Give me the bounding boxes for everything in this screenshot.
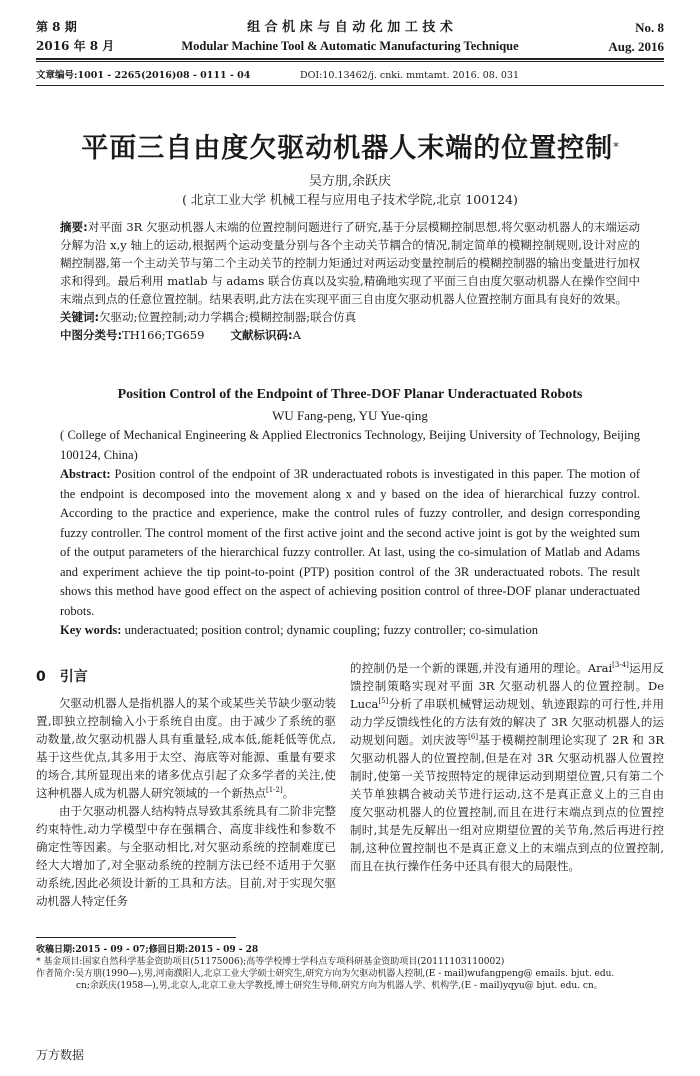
date-en: Aug. 2016 (608, 39, 664, 54)
meta-rule (36, 85, 664, 86)
intro-paragraph-2: 由于欠驱动机器人结构特点导致其系统具有二阶非完整约束特性,动力学模型中存在强耦合、高度非线性和参数不确定性等因素。与全驱动相比,对欠驱动系统的控制难度已经大大增加了,对全驱动系统的控制方法已经不适用于欠驱动系统,因此必须设计新的工具和方法。目前,对于实现欠驱动机器人特定任务 (36, 804, 336, 908)
date-cn: 2016 年 8 月 (36, 39, 115, 53)
abstract-cn-block (60, 218, 640, 344)
keywords-cn-label: 关键词: (60, 310, 100, 324)
authors-en: WU Fang-peng, YU Yue-qing (272, 408, 428, 423)
section-number: 0 (36, 669, 46, 685)
footnote-bio-2: cn;余跃庆(1958—),男,北京人,北京工业大学教授,博士研究生导师,研究方向为机器人学、机构学,(E - mail)yqyu@ bjut. edu. cn。 (76, 981, 603, 991)
doc-code-label: 文献标识码: (230, 328, 293, 342)
issue-cn: 第 8 期 (36, 20, 77, 34)
keywords-cn-text: 欠驱动;位置控制;动力学耦合;模糊控制器;联合仿真 (99, 310, 357, 324)
footnote-received: 收稿日期:2015 - 09 - 07;修回日期:2015 - 09 - 28 (36, 945, 259, 955)
issue-en: No. 8 (635, 20, 664, 35)
affiliation-cn: ( 北京工业大学 机械工程与应用电子技术学院,北京 100124) (182, 192, 518, 207)
right-column (350, 659, 664, 875)
clc-label: 中图分类号: (60, 328, 123, 342)
abstract-en-label: Abstract (60, 467, 107, 481)
watermark: 万方数据 (36, 1048, 85, 1062)
abstract-cn-label: 摘要: (60, 220, 88, 234)
left-column (36, 666, 336, 910)
article-number: 文章编号:1001 - 2265(2016)08 - 0111 - 04 (36, 70, 251, 81)
abstract-cn (60, 218, 640, 308)
title-footnote-mark: * (613, 140, 619, 154)
doi: DOI:10.13462/j. cnki. mmtamt. 2016. 08. 031 (300, 70, 519, 81)
abstract-en-block (60, 426, 640, 641)
keywords-en-label: Key words (60, 623, 118, 637)
doc-code-value: A (292, 328, 301, 342)
title-cn: 平面三自由度欠驱动机器人末端的位置控制 (81, 133, 614, 164)
section-title: 引言 (59, 669, 88, 685)
footnote-rule (36, 937, 236, 938)
title-en: Position Control of the Endpoint of Three-DOF Planar Underactuated Robots (117, 387, 583, 402)
classification (60, 326, 640, 344)
title-cn-wrap (0, 126, 700, 165)
abstract-en-text: Position control of the endpoint of 3R underactuated robots is investigated in this paper. The motion of the endpoint is decomposed into the movement along x and y based on the idea of hierarchical fuzzy control. According to the practice and experience, make the control rules of fuzzy controller, and design corresponding fuzzy controller. The control moment of the first active joint and the second active joint is got by the weighted sum of the output parameters of the hierarchical fuzzy controller. At last, using the co-simulation of Matlab and Adams and experiment achieve the tip point-to-point (PTP) position control of the 3R underactuated robots. The result shows this method have good effect on the aspect of achieving position control of three-DOF planar underactuated robots. (60, 467, 640, 618)
header-rule (36, 58, 664, 60)
authors-cn: 吴方朋,余跃庆 (308, 174, 392, 189)
journal-en: Modular Machine Tool & Automatic Manufacturing Technique (181, 39, 519, 53)
journal-cn: 组 合 机 床 与 自 动 化 加 工 技 术 (247, 20, 453, 35)
footnote-fund: * 基金项目:国家自然科学基金资助项目(51175006);高等学校博士学科点专项科研基金资助项目(20111103110002) (36, 957, 505, 967)
header-rule-thin (36, 61, 664, 62)
intro-paragraph-3: 的控制仍是一个新的课题,并没有通用的理论。Arai[3-4]运用反馈控制策略实现对平面 3R 欠驱动机器人的位置控制。De Luca[5]分析了串联机械臂运动规划、轨迹跟踪的可行性,并用动力学反馈线性化的方法有效的解决了 3R 欠驱动机器人的运动规划问题。刘庆波等[6]基于模糊控制理论实现了 2R 和 3R 欠驱动机器人的位置控制,但是在对 3R 欠驱动机器人位置控制时,使第一关节按照特定的规律运动到期望位置,只有第二个关节单独耦合被动关节进行运动,这不是真正意义上的三自由度欠驱动机器人的位置控制,而且在进行末端点到点的位置控制时,其是先反解出一组对应期望位置的关节角,然后再进行控制,这种位置控制也不是真正意义上的末端点到点的位置控制,而且在执行操作任务中还具有很大的局限性。 (350, 661, 665, 873)
footnotes (36, 944, 664, 992)
clc-value: TH166;TG659 (122, 328, 205, 342)
intro-paragraph-1: 欠驱动机器人是指机器人的某个或某些关节缺少驱动装置,即独立控制输入小于系统自由度。由于减少了系统的驱动数量,故欠驱动机器人具有重量轻,成本低,能耗低等优点,基于这些优点,其多用于太空、海底等对能源、重量有要求的场合,其所显现出来的诸多优点引起了众多学者的关注,使这种机器人成为机器人研究领域的一个新热点[1-2]。 (36, 696, 336, 800)
abstract-cn-text: 对平面 3R 欠驱动机器人末端的位置控制问题进行了研究,基于分层模糊控制思想,将欠驱动机器人的末端运动分解为沿 x,y 轴上的运动,根据两个运动变量分别与各个主动关节耦合的情况,制定简单的模糊控制规则,设计对应的糊控制器,第一个主动关节与第二个主动关节的控制力矩通过对两运动变量控制后的模糊控制器的输出变量进行加权求和得到。最后利用 matlab 与 adams 联合仿真以及实验,精确地实现了平面三自由度欠驱动机器人在操作空间中末端点到点的任意位置控制。结果表明,此方法在实现平面三自由度欠驱动机器人位置控制方面具有良好的效果。 (60, 220, 641, 306)
section-heading-intro (36, 666, 336, 686)
keywords-cn (60, 308, 640, 326)
keywords-en: Key words: underactuated; position control; dynamic coupling; fuzzy controller; co-simulation (60, 623, 539, 637)
footnote-bio-1: 作者简介:吴方朋(1990—),男,河南濮阳人,北京工业大学硕士研究生,研究方向为欠驱动机器人控制,(E - mail)wufangpeng@ emails. bjut. edu. (36, 969, 615, 979)
affiliation-en: ( College of Mechanical Engineering & Applied Electronics Technology, Beijing University of Technology, Beijing 100124, China) (60, 428, 640, 462)
keywords-en-text: underactuated; position control; dynamic coupling; fuzzy controller; co-simulation (124, 623, 539, 637)
abstract-en: Abstract: Position control of the endpoint of 3R underactuated robots is investigated in this paper. The motion of the endpoint is decomposed into the movement along x and y based on the idea of hierarchical fuzzy control. According to the practice and experience, make the control rules of fuzzy controller, and design corresponding fuzzy controller. The control moment of the first active joint and the second active joint is got by the weighted sum of the output parameters of the hierarchical fuzzy controller. At last, using the co-simulation of Matlab and Adams and experiment achieve the tip point-to-point (PTP) position control of the 3R underactuated robots. The result shows this method have good effect on the aspect of achieving position control of three-DOF planar underactuated robots. (60, 467, 640, 618)
citation-5: [5] (378, 697, 389, 706)
citation-3-4: [3-4] (612, 661, 629, 670)
citation-6: [6] (468, 733, 479, 742)
citation-1-2: [1-2] (266, 786, 283, 795)
